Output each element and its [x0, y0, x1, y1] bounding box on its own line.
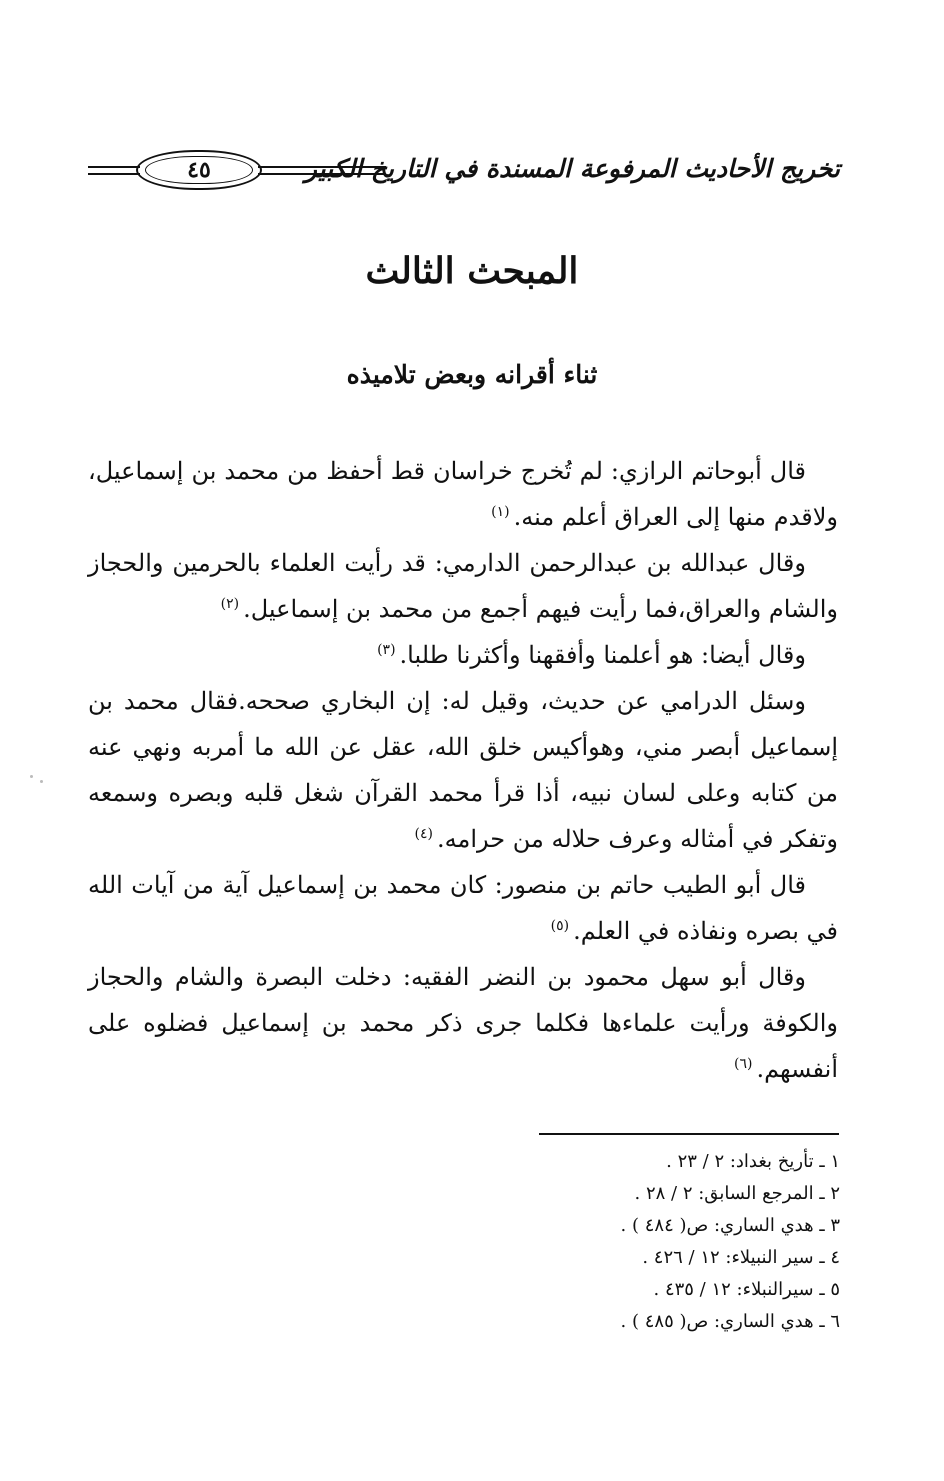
footnote-separator [539, 1133, 839, 1135]
scan-speck [30, 775, 33, 778]
paragraph [88, 540, 838, 632]
footnote-ref: (٤) [414, 826, 433, 842]
footnote-ref: (٥) [550, 918, 570, 934]
header-title: تخريج الأحاديث المرفوعة المسندة في التاريخ الكبير [304, 154, 840, 183]
paragraph-text: قال أبوحاتم الرازي: لم تُخرج خراسان قط أحفظ من محمد بن إسماعيل، ولاقدم منها إلى العراق أعلم منه. [88, 457, 838, 531]
footnote: ١ ـ تأريخ بغداد: ٢ / ٢٣ . [666, 1151, 840, 1172]
page-number: ٤٥ [187, 157, 211, 183]
footnote: ٥ ـ سيرالنبلاء: ١٢ / ٤٣٥ . [653, 1279, 840, 1300]
footnote-ref: (٦) [733, 1056, 753, 1072]
chapter-title: المبحث الثالث [365, 250, 579, 292]
running-header [88, 148, 840, 192]
footnote: ٦ ـ هدي الساري: ص( ٤٨٥ ) . [620, 1311, 840, 1332]
footnote: ٣ ـ هدي الساري: ص( ٤٨٤ ) . [620, 1215, 840, 1236]
body-text [88, 448, 838, 1092]
scan-speck [40, 780, 43, 783]
paragraph [88, 448, 838, 540]
footnote-ref: (٢) [220, 596, 240, 612]
paragraph-text: وقال عبدالله بن عبدالرحمن الدارمي: قد رأيت العلماء بالحرمين والحجاز والشام والعراق،فما رأيت فيهم أجمع من محمد بن إسماعيل. [88, 549, 838, 623]
paragraph [88, 862, 838, 954]
paragraph-text: وقال أيضا: هو أعلمنا وأفقهنا وأكثرنا طلبا. [399, 641, 806, 669]
section-title: ثناء أقرانه وبعض تلاميذه [346, 360, 598, 389]
paragraph [88, 954, 838, 1092]
footnote-ref: (١) [491, 504, 510, 520]
paragraph-text: قال أبو الطيب حاتم بن منصور: كان محمد بن إسماعيل آية من آيات الله في بصره ونفاذه في العلم. [88, 871, 838, 945]
header-rule-left [88, 166, 140, 175]
page-number-frame [136, 150, 262, 190]
footnotes [340, 1146, 840, 1338]
footnote: ٢ ـ المرجع السابق: ٢ / ٢٨ . [634, 1183, 840, 1204]
paragraph-text: وقال أبو سهل محمود بن النضر الفقيه: دخلت البصرة والشام والحجاز والكوفة ورأيت علماءها فكلما جرى ذكر محمد بن إسماعيل فضلوه على أنفسهم. [88, 963, 838, 1083]
footnote-ref: (٣) [377, 642, 396, 658]
paragraph-text: وسئل الدرامي عن حديث، وقيل له: إن البخاري صححه.فقال محمد بن إسماعيل أبصر مني، وهوأكيس خلق الله، عقل عن الله ما أمربه ونهي عنه من كتابه وعلى لسان نبيه، أذا قرأ محمد القرآن شغل قلبه وبصره وسمعه وتفكر في أمثاله وعرف حلاله من حرامه. [88, 687, 838, 853]
footnote: ٤ ـ سير النبيلاء: ١٢ / ٤٢٦ . [642, 1247, 840, 1268]
paragraph [88, 678, 838, 862]
paragraph [88, 632, 838, 678]
